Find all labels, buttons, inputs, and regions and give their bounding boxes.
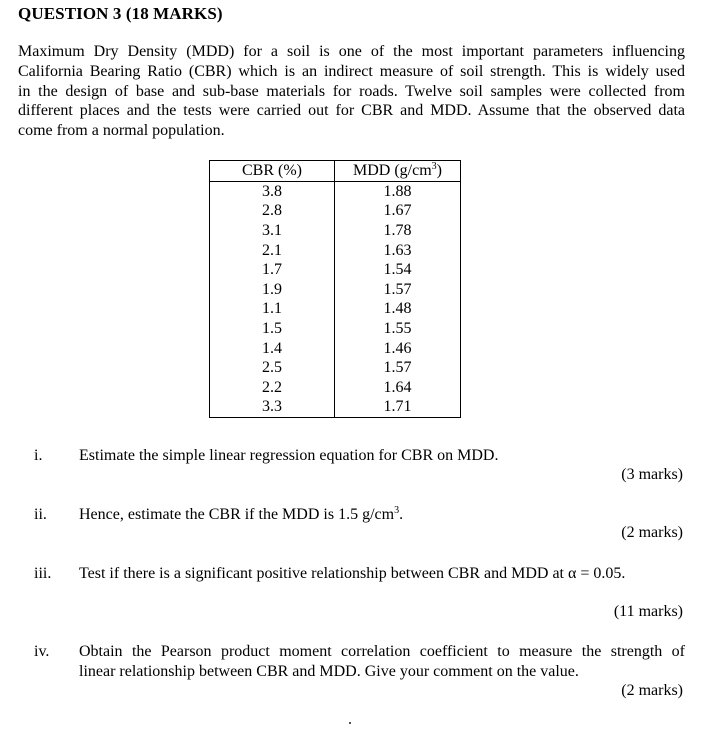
question-number: i. — [34, 447, 43, 464]
question-text: Obtain the Pearson product moment correlation coefficient to measure the strength of linear relationship between CBR and MDD. Give your comment on the value. — [79, 643, 685, 680]
question-number: ii. — [34, 506, 47, 523]
col-header-mdd: MDD $(g/cm^3)$ — [335, 161, 461, 182]
table-row — [210, 221, 461, 241]
cbr-cell: 1.4 — [210, 338, 335, 358]
cbr-cell: 2.1 — [210, 240, 335, 260]
table-row — [210, 397, 461, 417]
cbr-cell: 1.7 — [210, 260, 335, 280]
question-text: Test if there is a significant positive relationship between CBR and MDD at α = 0.05. — [79, 565, 626, 582]
table-row — [210, 201, 461, 221]
mdd-cell: 1.71 — [335, 397, 461, 417]
cbr-cell: 2.8 — [210, 201, 335, 221]
mdd-cell: 1.78 — [335, 221, 461, 241]
cbr-cell: 1.5 — [210, 319, 335, 339]
cbr-cell: 3.3 — [210, 397, 335, 417]
mdd-cell: 1.55 — [335, 319, 461, 339]
mdd-cell: 1.57 — [335, 358, 461, 378]
table-row — [210, 358, 461, 378]
table-row — [210, 280, 461, 300]
question-intro — [18, 42, 685, 141]
question-text: Estimate the simple linear regression equation for CBR on MDD. — [79, 447, 499, 464]
marks-i: (3 marks) — [621, 466, 683, 483]
table-row — [210, 181, 461, 201]
col-header-cbr: CBR (%) — [210, 161, 335, 182]
table-header-row — [210, 161, 461, 182]
mdd-cell: 1.64 — [335, 378, 461, 398]
cbr-cell: 3.1 — [210, 221, 335, 241]
intro-line: in the design of base and sub-base materials for roads. Twelve soil samples were collected from — [18, 82, 685, 100]
mdd-cell: 1.54 — [335, 260, 461, 280]
question-heading: QUESTION 3 (18 MARKS) — [18, 4, 223, 23]
mdd-cell: 1.88 — [335, 181, 461, 201]
marks-iv: (2 marks) — [621, 682, 683, 699]
intro-line: Maximum Dry Density (MDD) for a soil is one of the most important parameters influencing — [18, 43, 685, 60]
cbr-cell: 2.2 — [210, 378, 335, 398]
intro-line: different places and the tests were carried out for CBR and MDD. Assume that the observed data — [18, 102, 685, 120]
cbr-cell: 1.9 — [210, 280, 335, 300]
mdd-cell: 1.48 — [335, 299, 461, 319]
mdd-cell: 1.63 — [335, 240, 461, 260]
marks-ii: (2 marks) — [621, 524, 683, 541]
table-row — [210, 240, 461, 260]
cbr-cell: 3.8 — [210, 181, 335, 201]
table-row — [210, 378, 461, 398]
mdd-cell: 1.46 — [335, 338, 461, 358]
table-row — [210, 260, 461, 280]
intro-line: come from a normal population. — [18, 122, 225, 140]
cbr-cell: 2.5 — [210, 358, 335, 378]
mdd-cell: 1.67 — [335, 201, 461, 221]
stray-mark — [349, 722, 351, 724]
question-text: Hence, estimate the CBR if the MDD is 1.5 $g/cm^3$. — [79, 505, 404, 523]
table-row — [210, 299, 461, 319]
question-number: iii. — [34, 565, 52, 582]
mdd-cell: 1.57 — [335, 280, 461, 300]
marks-iii: (11 marks) — [613, 603, 683, 620]
cbr-cell: 1.1 — [210, 299, 335, 319]
table-row — [210, 338, 461, 358]
intro-line: California Bearing Ratio (CBR) which is an indirect measure of soil strength. This is widely used — [18, 62, 685, 80]
table-row — [210, 319, 461, 339]
question-number: iv. — [34, 643, 50, 660]
data-table — [209, 160, 461, 418]
